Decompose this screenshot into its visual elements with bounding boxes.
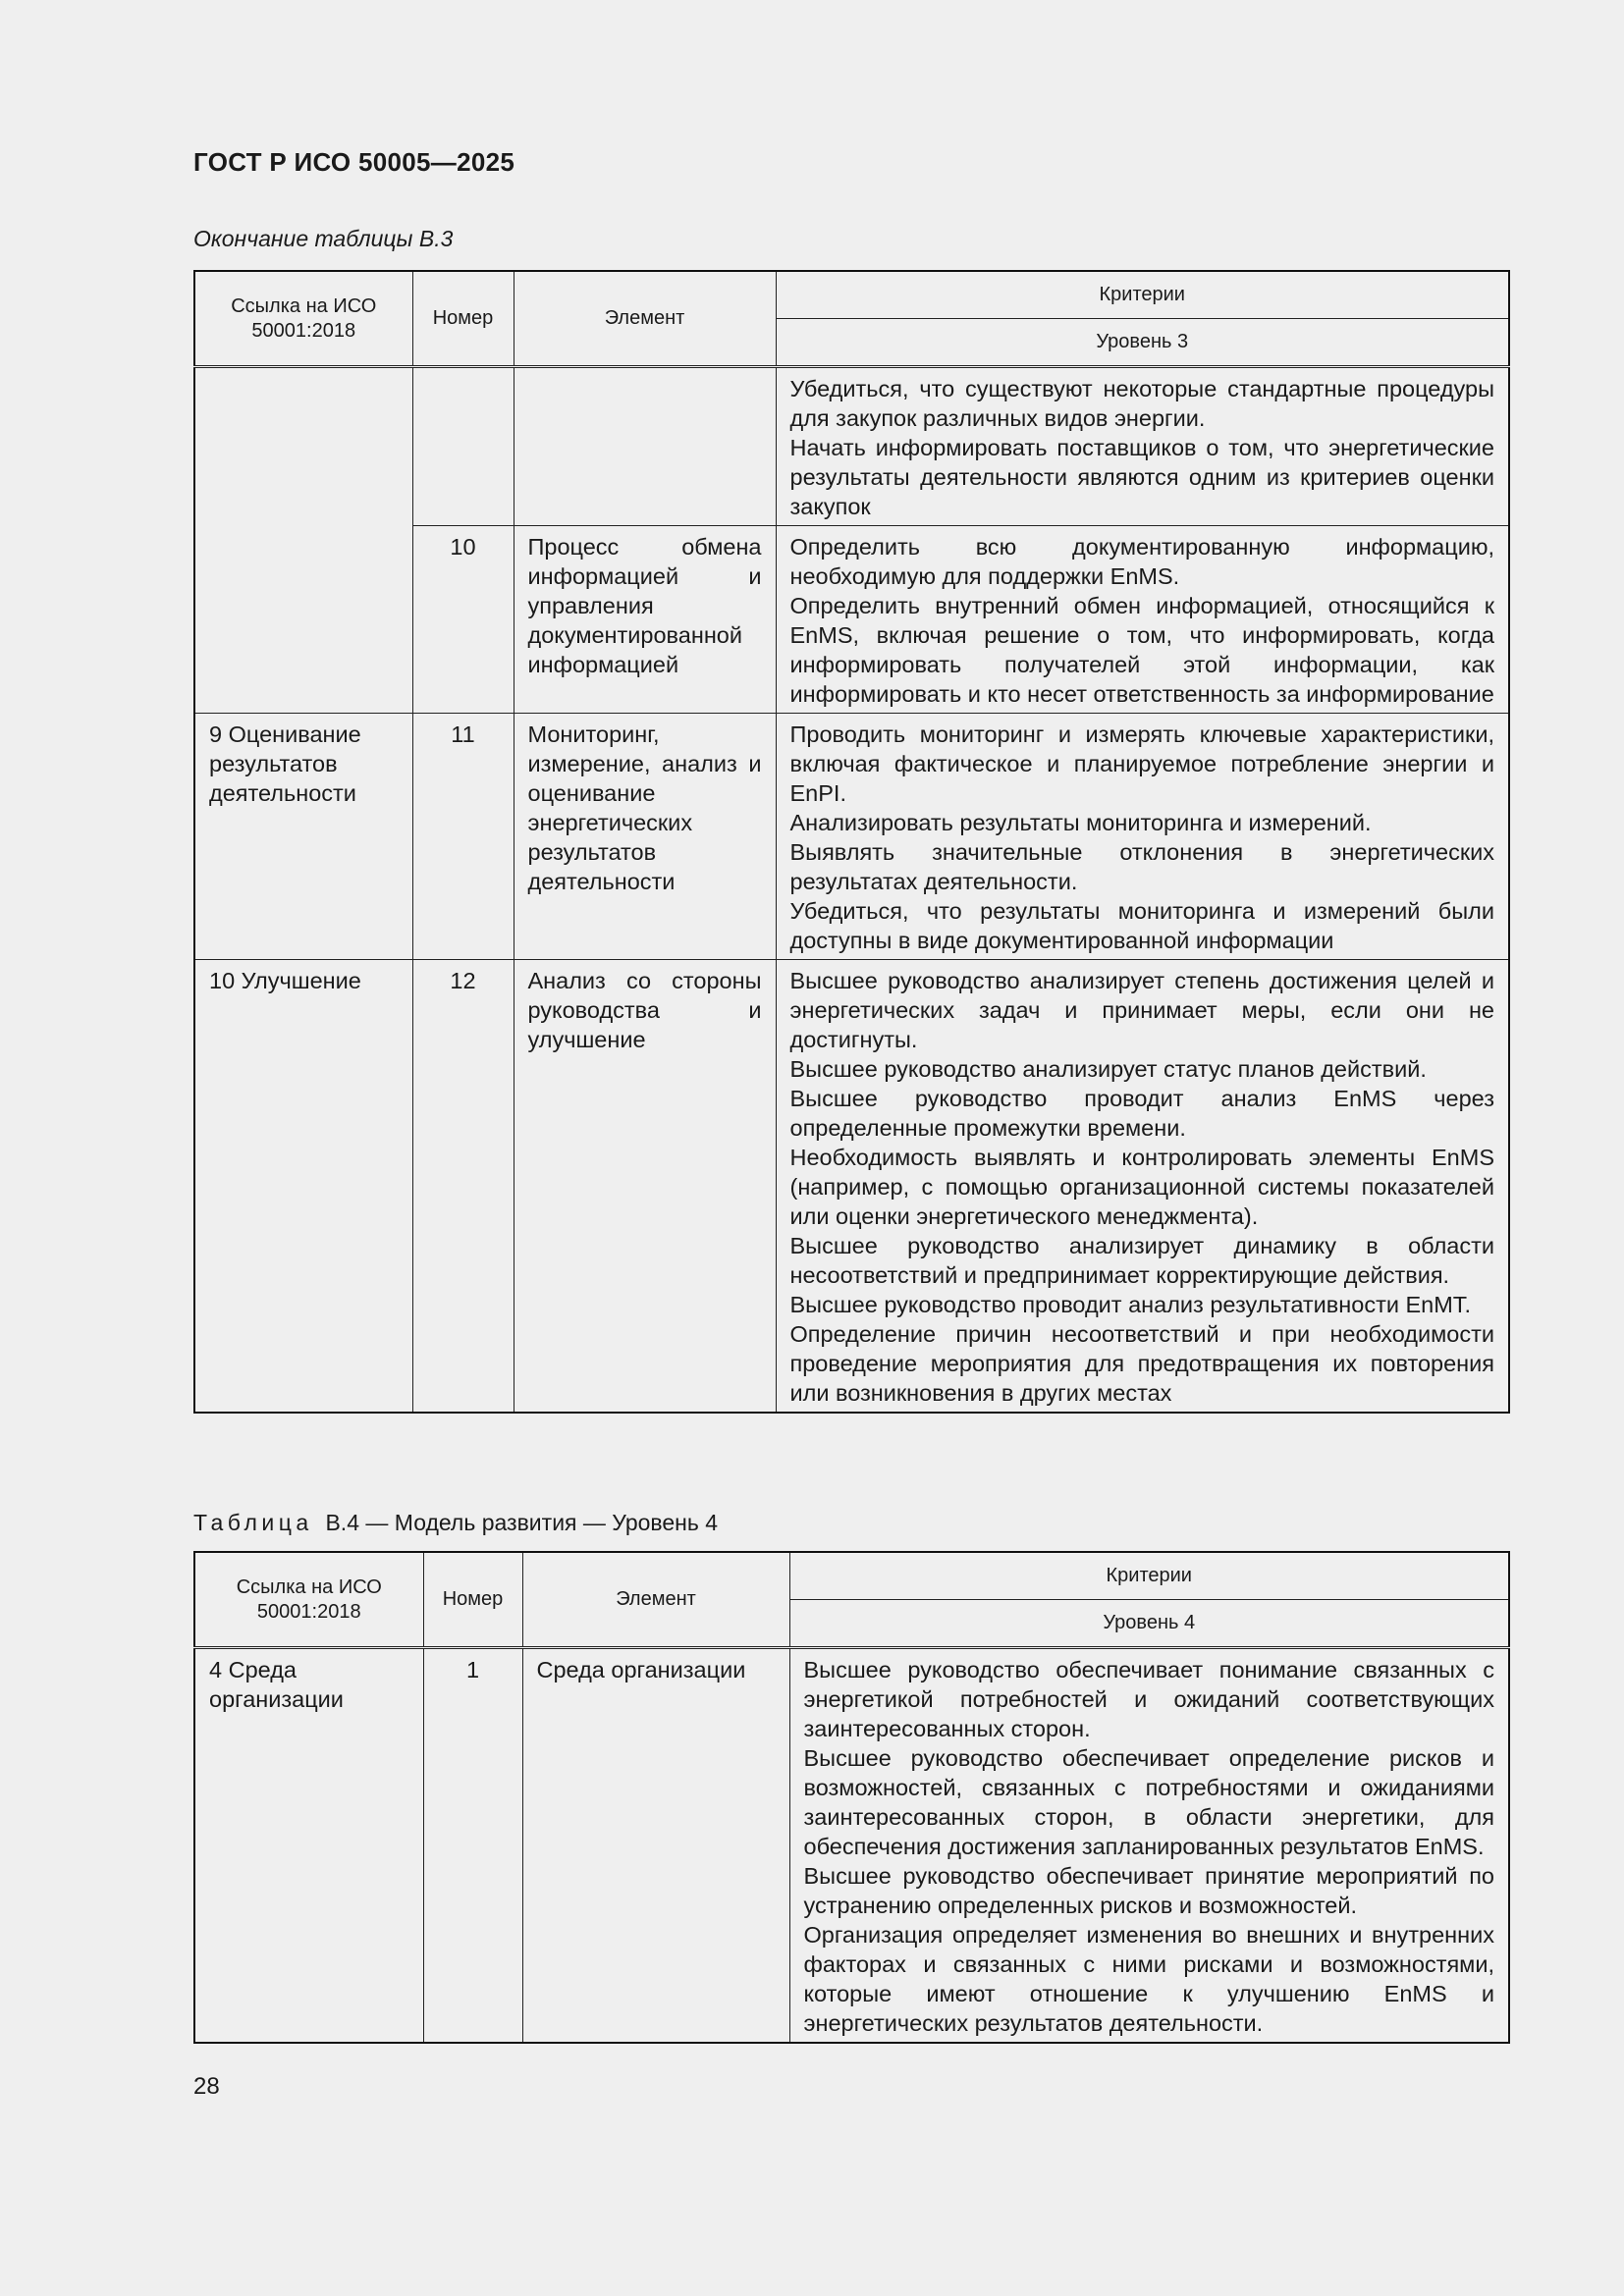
- criteria-line: Убедиться, что результаты мониторинга и измерений были доступны в виде документированной информации: [789, 898, 1494, 953]
- criteria-line: Высшее руководство обеспечивает определение рисков и возможностей, связанных с потребностями и ожиданиями заинтересованных сторон, в области энергетики, для обеспечения достижения запланированных результатов EnMS.: [803, 1745, 1494, 1859]
- cell-criteria: [776, 960, 1509, 1414]
- table-b4-caption: [193, 1510, 718, 1536]
- page-number: 28: [193, 2073, 220, 2100]
- criteria-line: Высшее руководство проводит анализ EnMS через определенные промежутки времени.: [789, 1086, 1494, 1141]
- criteria-line: Выявлять значительные отклонения в энергетических результатах деятельности.: [789, 839, 1494, 894]
- cell-ref: 4 Среда организации: [194, 1648, 423, 2044]
- criteria-line: Организация определяет изменения во внешних и внутренних факторах и связанных с ними рисками и возможностями, которые имеют отношение к улучшению EnMS и энергетических результатов деятельности.: [803, 1922, 1494, 2036]
- criteria-line: Высшее руководство анализирует динамику в области несоответствий и предпринимает корректирующие действия.: [789, 1233, 1494, 1288]
- cell-element: [514, 367, 776, 526]
- criteria-line: Начать информировать поставщиков о том, что энергетические результаты деятельности являются одним из критериев оценки закупок: [789, 435, 1494, 519]
- cell-number: 12: [412, 960, 514, 1414]
- header-criteria: Критерии: [776, 271, 1509, 319]
- table-row: [194, 367, 1509, 526]
- cell-criteria: [776, 526, 1509, 714]
- cell-criteria: [776, 714, 1509, 960]
- header-ref: Ссылка на ИСО 50001:2018: [194, 271, 412, 367]
- cell-criteria: [776, 367, 1509, 526]
- cell-ref: [194, 367, 412, 714]
- criteria-line: Высшее руководство обеспечивает понимание связанных с энергетикой потребностей и ожиданий соответствующих заинтересованных сторон.: [803, 1657, 1494, 1741]
- header-level: Уровень 3: [776, 319, 1509, 367]
- table-b3-end: [193, 270, 1510, 1414]
- table-b4: [193, 1551, 1510, 2044]
- cell-ref: 10 Улучшение: [194, 960, 412, 1414]
- header-ref: Ссылка на ИСО 50001:2018: [194, 1552, 423, 1648]
- header-level: Уровень 4: [789, 1600, 1509, 1648]
- criteria-line: Определить всю документированную информацию, необходимую для поддержки EnMS.: [789, 534, 1494, 589]
- table-caption-prefix: Таблица: [193, 1510, 313, 1535]
- criteria-line: Высшее руководство анализирует статус планов действий.: [789, 1056, 1427, 1082]
- cell-element: Среда организации: [522, 1648, 789, 2044]
- criteria-line: Высшее руководство анализирует степень достижения целей и энергетических задач и принимает меры, если они не достигнуты.: [789, 968, 1494, 1052]
- document-header: ГОСТ Р ИСО 50005—2025: [193, 147, 515, 177]
- cell-number: 10: [412, 526, 514, 714]
- criteria-line: Необходимость выявлять и контролировать элементы EnMS (например, с помощью организационной системы показателей или оценки энергетического менеджмента).: [789, 1145, 1494, 1229]
- criteria-line: Проводить мониторинг и измерять ключевые характеристики, включая фактическое и планируемое потребление энергии и EnPI.: [789, 721, 1494, 806]
- cell-element: Анализ со стороны руководства и улучшение: [514, 960, 776, 1414]
- header-criteria: Критерии: [789, 1552, 1509, 1600]
- cell-number: 1: [423, 1648, 522, 2044]
- table-caption-text: В.4 — Модель развития — Уровень 4: [325, 1510, 719, 1535]
- table-row: [194, 1648, 1509, 2044]
- criteria-line: Высшее руководство проводит анализ результативности EnMT.: [789, 1292, 1472, 1317]
- table-row: [194, 960, 1509, 1414]
- cell-element: Мониторинг, измерение, анализ и оценивание энергетических результатов деятельности: [514, 714, 776, 960]
- criteria-line: Высшее руководство обеспечивает принятие мероприятий по устранению определенных рисков и возможностей.: [803, 1863, 1494, 1918]
- cell-ref: 9 Оценивание результатов деятельности: [194, 714, 412, 960]
- header-number: Номер: [423, 1552, 522, 1648]
- cell-number: [412, 367, 514, 526]
- header-element: Элемент: [514, 271, 776, 367]
- criteria-line: Определение причин несоответствий и при необходимости проведение мероприятия для предотвращения их повторения или возникновения в других местах: [789, 1321, 1494, 1406]
- criteria-line: Определить внутренний обмен информацией, относящийся к EnMS, включая решение о том, что информировать, когда информировать получателей этой информации, как информировать и кто несет ответственность за информирование: [789, 593, 1494, 707]
- criteria-line: Убедиться, что существуют некоторые стандартные процедуры для закупок различных видов энергии.: [789, 376, 1494, 431]
- header-element: Элемент: [522, 1552, 789, 1648]
- cell-criteria: [789, 1648, 1509, 2044]
- cell-element: Процесс обмена информацией и управления документированной информацией: [514, 526, 776, 714]
- header-number: Номер: [412, 271, 514, 367]
- criteria-line: Анализировать результаты мониторинга и измерений.: [789, 810, 1372, 835]
- cell-number: 11: [412, 714, 514, 960]
- table-continuation-caption: Окончание таблицы В.3: [193, 226, 454, 251]
- table-row: [194, 714, 1509, 960]
